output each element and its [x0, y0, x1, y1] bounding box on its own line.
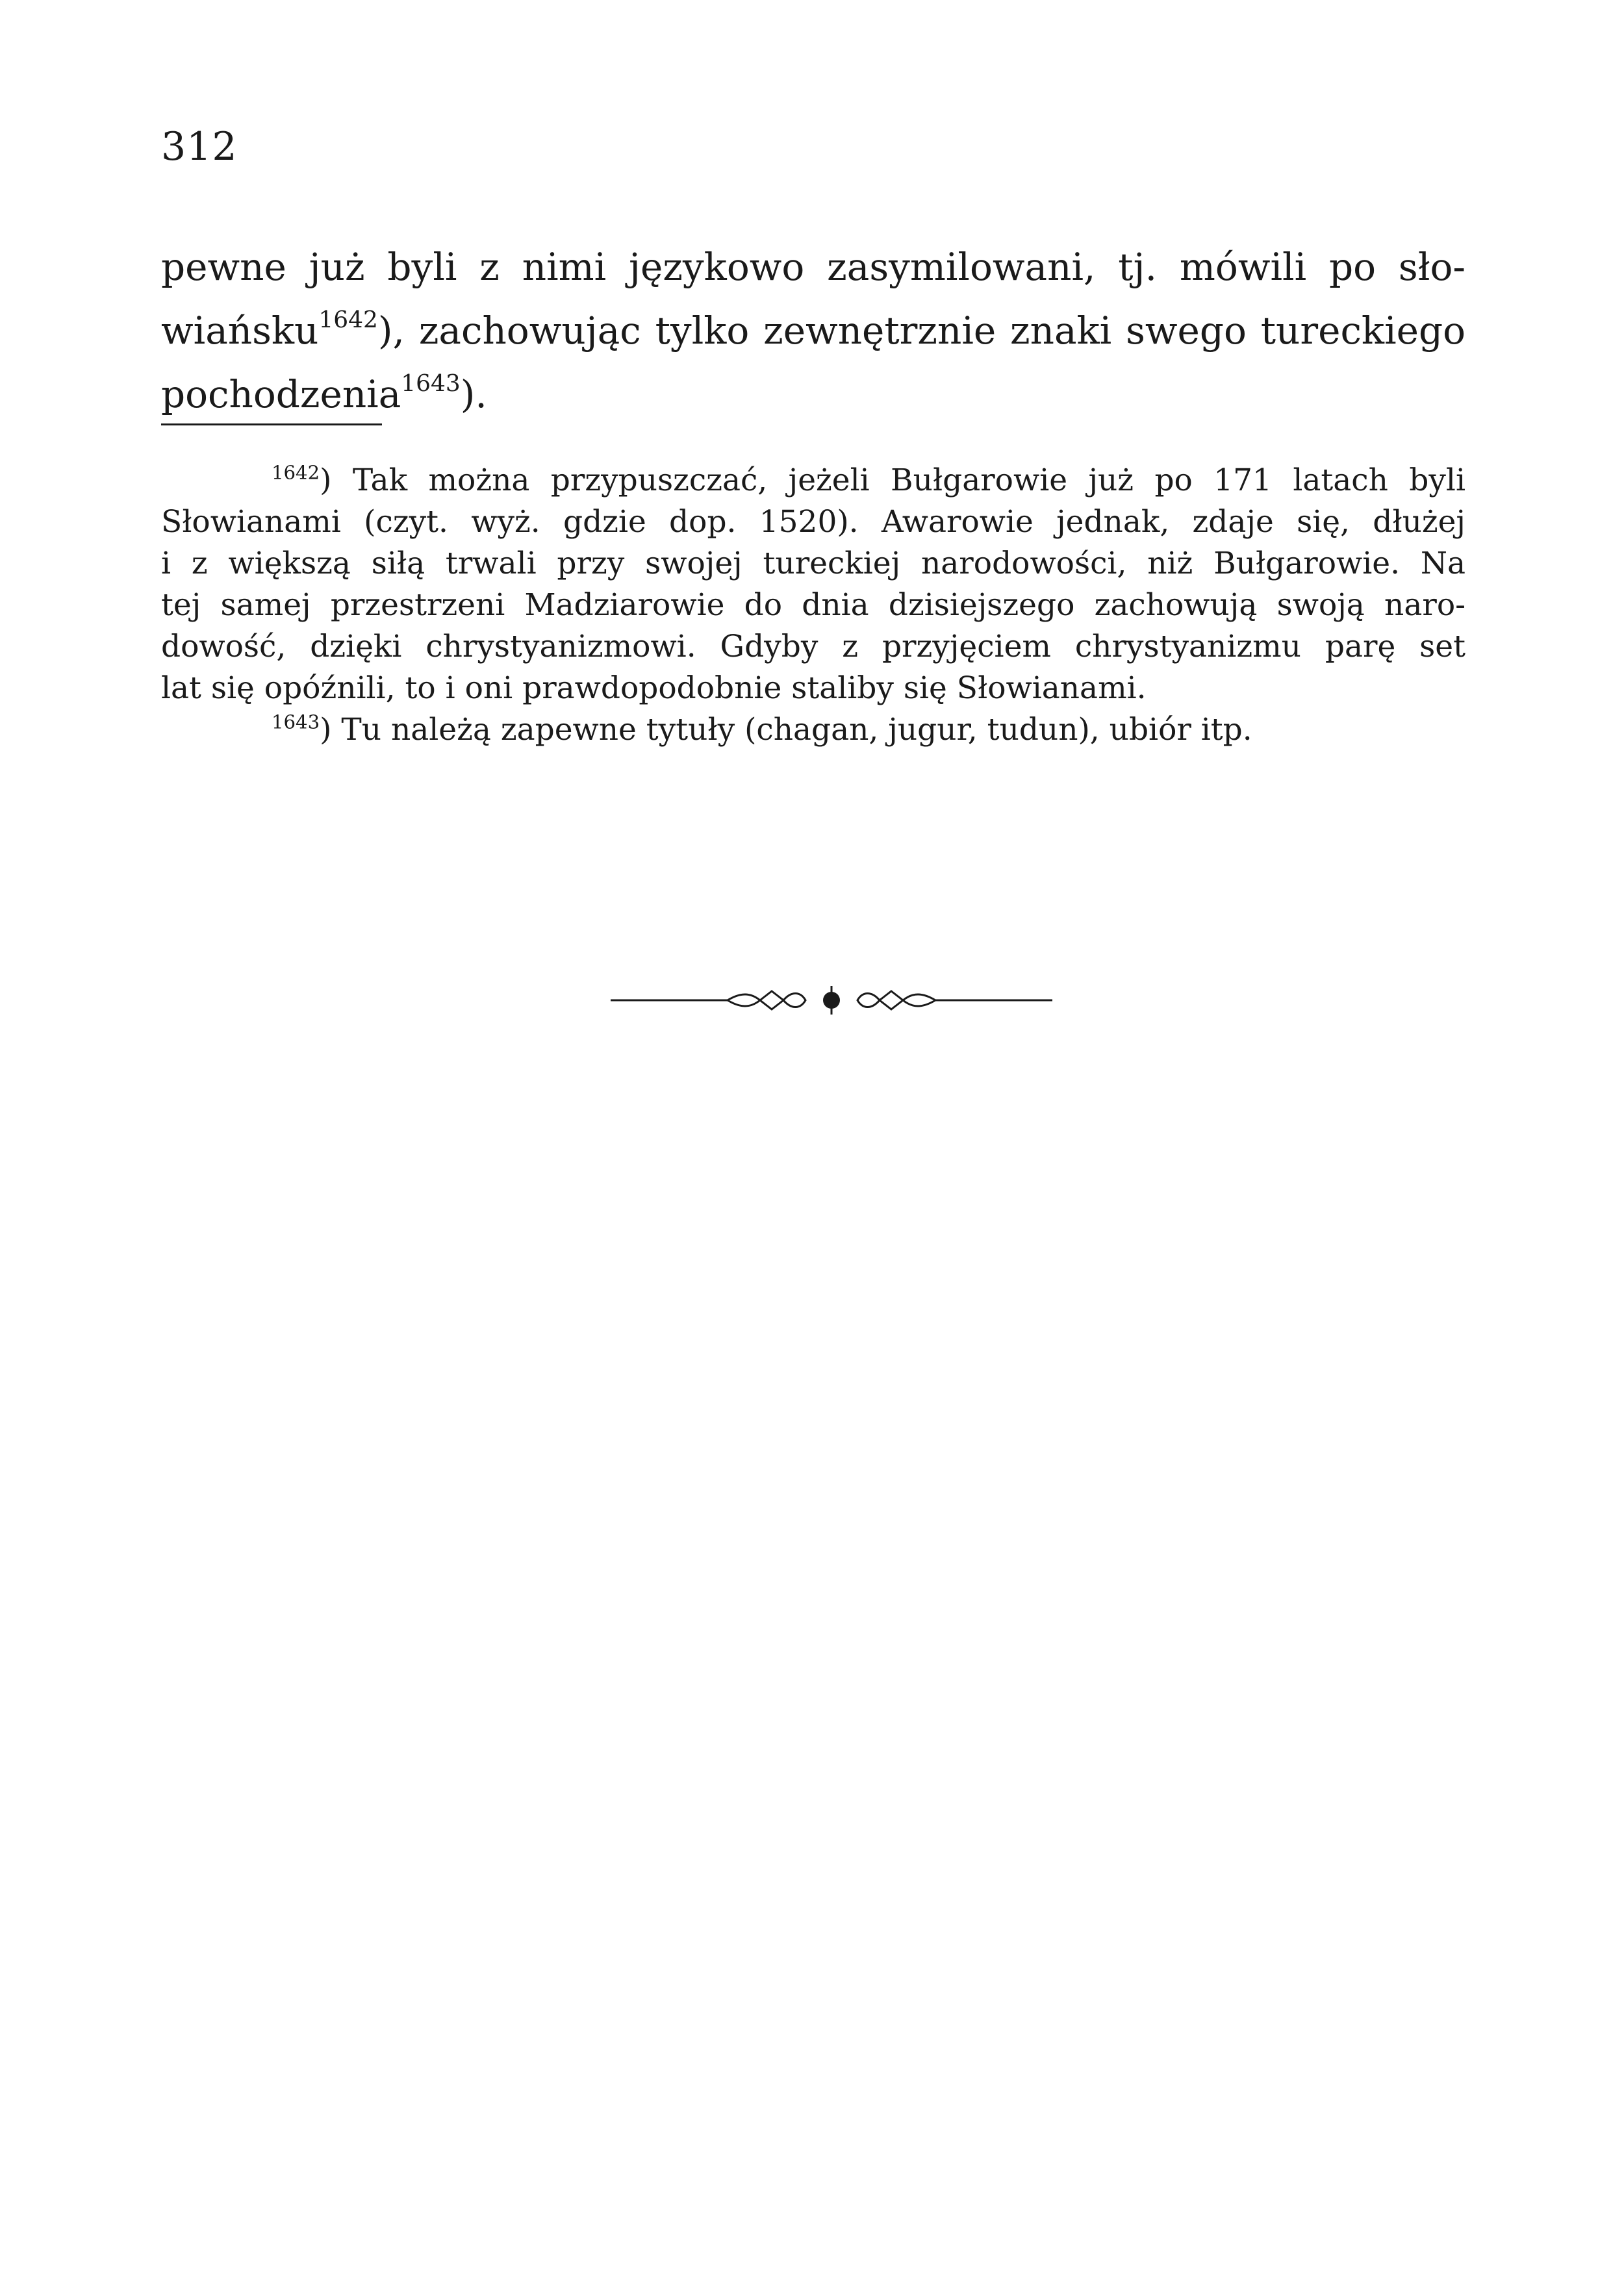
page-number: 312: [161, 124, 238, 170]
footnote-line: i z większą siłą trwali przy swojej tureckiej narodowości, niż Bułgarowie. Na: [161, 546, 1465, 581]
main-text-paragraph: [161, 235, 1465, 426]
footnote-line: lat się opóźnili, to i oni prawdopodobnie staliby się Słowianami.: [161, 670, 1147, 706]
footnote-1643: [161, 709, 1465, 751]
footnote-text: ) Tak można przypuszczać, jeżeli Bułgarowie już po 171 latach byli: [320, 462, 1465, 498]
main-text-fragment: wiańsku: [161, 309, 319, 353]
end-of-chapter-ornament: [611, 981, 1052, 1020]
footnote-separator: [161, 423, 382, 425]
footnote-line: Słowianami (czyt. wyż. gdzie dop. 1520). Awarowie jednak, zdaje się, dłużej: [161, 504, 1465, 540]
main-text-line: [161, 362, 1465, 426]
footnote-line: dowość, dzięki chrystyanizmowi. Gdyby z przyjęciem chrystyanizmu parę set: [161, 629, 1465, 664]
footnote-line: [161, 460, 1465, 501]
footnote-1642: [161, 460, 1465, 709]
main-text-fragment: ), zachowując tylko zewnętrznie znaki swego tureckiego: [377, 309, 1465, 353]
main-text-line: [161, 299, 1465, 362]
main-text-fragment: pochodzenia: [161, 372, 401, 416]
footnote-line: tej samej przestrzeni Madziarowie do dnia dzisiejszego zachowują swoją naro-: [161, 587, 1465, 623]
main-text-fragment: ).: [460, 372, 487, 416]
footnote-number: 1642: [272, 461, 320, 484]
main-text-line: pewne już byli z nimi językowo zasymilowani, tj. mówili po sło-: [161, 245, 1465, 289]
footnote-line: [161, 709, 1465, 751]
footnotes-section: [161, 460, 1465, 751]
footnote-reference[interactable]: 1643: [401, 370, 461, 397]
footnote-number: 1643: [272, 711, 320, 733]
footnote-reference[interactable]: 1642: [318, 306, 378, 333]
footnote-text: ) Tu należą zapewne tytuły (chagan, jugur, tudun), ubiór itp.: [320, 712, 1252, 748]
